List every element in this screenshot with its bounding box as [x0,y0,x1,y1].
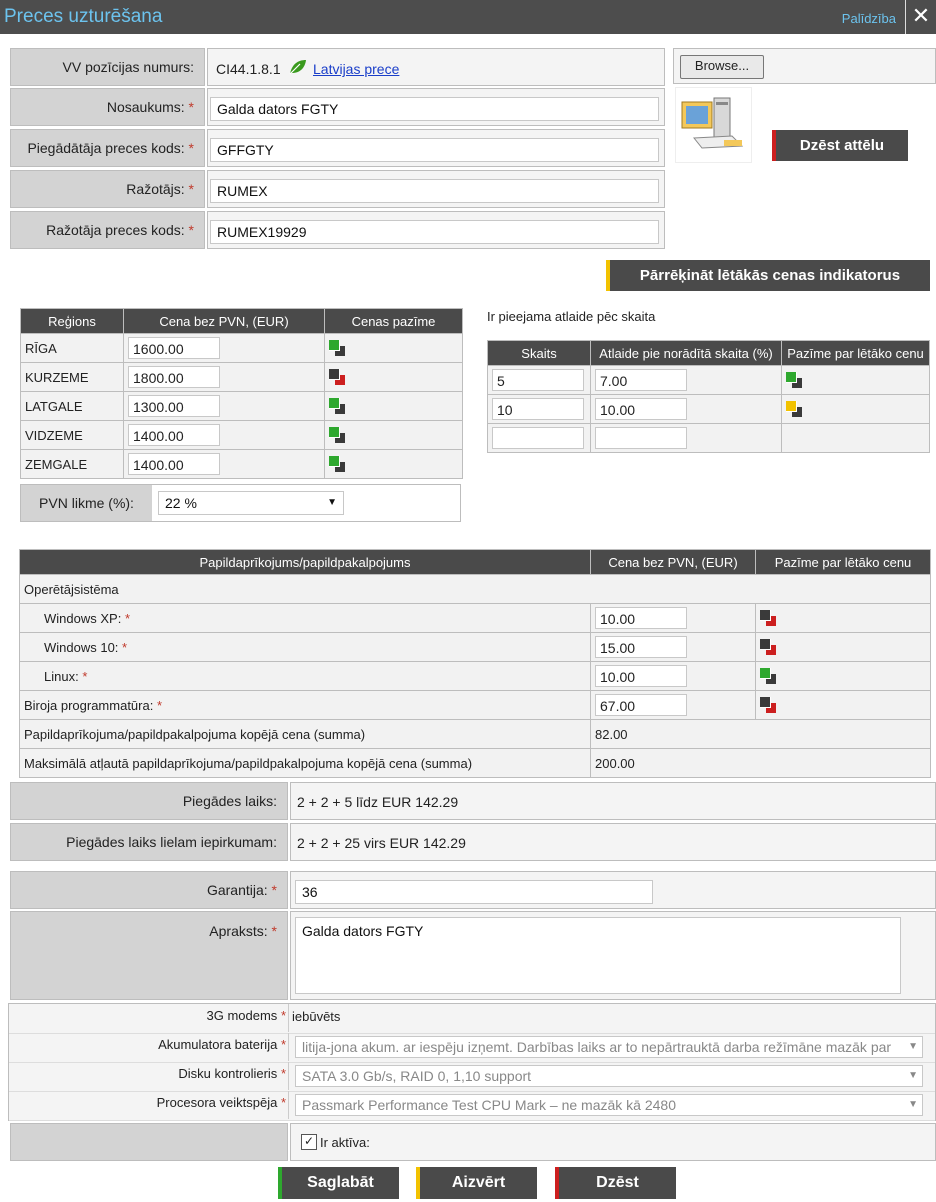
delete-image-button[interactable]: Dzēst attēlu [772,130,908,161]
accessory-total-value: 82.00 [591,720,931,749]
region-row [21,392,463,421]
spec-row [9,1091,935,1121]
discount-percent-input[interactable]: 10.00 [595,398,687,420]
vat-label: PVN likme (%): [21,485,152,521]
accessory-price-input[interactable]: 10.00 [595,665,687,687]
accessory-price-input[interactable]: 10.00 [595,607,687,629]
supplier-code-label: Piegādātāja preces kods: * [10,129,205,167]
description-cell [290,911,936,1000]
supplier-code-input[interactable]: GFFGTY [210,138,659,162]
accessory-group-row [20,575,931,604]
specs-panel [8,1003,936,1121]
vat-row [20,484,461,522]
window-title: Preces uzturēšana [4,6,163,27]
accessory-price-input[interactable]: 15.00 [595,636,687,658]
discount-row [488,395,930,424]
green-price-flag-icon [329,456,347,472]
spec-select[interactable]: litija-jona akum. ar iespēju izņemt. Darbības laiks ar to nepārtrauktā darba režīmāne mazāk par ▼ [295,1036,923,1058]
region-row [21,363,463,392]
delivery-label: Piegādes laiks: [10,782,288,820]
region-name: ZEMGALE [21,450,124,479]
office-price-input[interactable]: 67.00 [595,694,687,716]
region-row [21,450,463,479]
discount-qty-input[interactable] [492,427,584,449]
title-bar [0,0,936,34]
manufacturer-code-cell [207,211,665,249]
office-label: Biroja programmatūra: [24,697,154,713]
col-accessory-price: Cena bez PVN, (EUR) [591,550,756,575]
leaf-icon [288,58,308,76]
green-price-flag-icon [329,340,347,356]
accessory-max-value: 200.00 [591,749,931,778]
browse-button[interactable]: Browse... [680,55,764,79]
region-name: RĪGA [21,334,124,363]
name-label: Nosaukums: * [10,88,205,126]
col-discount-flag: Pazīme par lētāko cenu [782,341,930,366]
manufacturer-cell [207,170,665,208]
warranty-label: Garantija: * [10,871,288,909]
discount-row [488,366,930,395]
spec-row [9,1004,935,1034]
accessory-total-row [20,720,931,749]
col-price-flag: Cenas pazīme [325,309,463,334]
col-discount: Atlaide pie norādītā skaita (%) [591,341,782,366]
region-name: LATGALE [21,392,124,421]
spec-label: Akumulatora baterija * [9,1033,289,1061]
region-row [21,421,463,450]
delete-button[interactable]: Dzēst [555,1167,676,1199]
col-accessory: Papildaprīkojums/papildpakalpojums [20,550,591,575]
accessory-name: Windows XP: [44,610,122,626]
image-upload-cell [673,48,936,84]
help-link[interactable]: Palīdzība [841,11,896,26]
green-price-flag-icon [329,427,347,443]
region-price-input[interactable]: 1300.00 [128,395,220,417]
delivery-large-cell [290,823,936,861]
delivery-large-label: Piegādes laiks lielam iepirkumam: [10,823,288,861]
region-price-input[interactable]: 1800.00 [128,366,220,388]
red-price-flag-icon [760,639,778,655]
delivery-value: 2 + 2 + 5 līdz EUR 142.29 [297,794,459,810]
warranty-input[interactable]: 36 [295,880,653,904]
accessory-row: Windows 10: * 15.00 [20,633,931,662]
region-name: VIDZEME [21,421,124,450]
product-image [675,87,752,163]
chevron-down-icon: ▼ [908,1099,918,1110]
col-region: Reģions [21,309,124,334]
save-button[interactable]: Saglabāt [278,1167,399,1199]
accessory-row: Windows XP: * 10.00 [20,604,931,633]
active-checkbox[interactable]: ✓ [301,1134,317,1150]
supplier-code-cell [207,129,665,167]
chevron-down-icon: ▼ [908,1041,918,1052]
close-button[interactable]: Aizvērt [416,1167,537,1199]
description-label: Apraksts: * [10,911,288,1000]
yellow-price-flag-icon [786,401,804,417]
name-input[interactable]: Galda dators FGTY [210,97,659,121]
active-label-cell [10,1123,288,1161]
vv-label: VV pozīcijas numurs: [10,48,205,86]
recalc-indicators-button[interactable]: Pārrēķināt lētākās cenas indikatorus [606,260,930,291]
region-price-table [20,308,463,479]
manufacturer-input[interactable]: RUMEX [210,179,659,203]
discount-qty-input[interactable]: 10 [492,398,584,420]
region-price-input[interactable]: 1400.00 [128,453,220,475]
manufacturer-label: Ražotājs: * [10,170,205,208]
discount-percent-input[interactable] [595,427,687,449]
col-price: Cena bez PVN, (EUR) [124,309,325,334]
spec-label: Procesora veiktspēja * [9,1091,289,1119]
accessory-total-label: Papildaprīkojuma/papildpakalpojuma kopējā cena (summa) [20,720,591,749]
red-price-flag-icon [760,610,778,626]
accessory-max-label: Maksimālā atļautā papildaprīkojuma/papildpakalpojuma kopējā cena (summa) [20,749,591,778]
col-qty: Skaits [488,341,591,366]
accessory-max-row [20,749,931,778]
name-cell [207,88,665,126]
red-price-flag-icon [760,697,778,713]
discount-row [488,424,930,453]
green-price-flag-icon [760,668,778,684]
accessories-table [19,549,931,778]
chevron-down-icon: ▼ [327,497,337,508]
spec-label: 3G modems * [9,1004,289,1032]
accessory-name: Linux: [44,668,79,684]
delivery-cell [290,782,936,820]
vv-number: CI44.1.8.1 [216,61,281,77]
manufacturer-code-label: Ražotāja preces kods: * [10,211,205,249]
discount-qty-input[interactable]: 5 [492,369,584,391]
computer-icon [676,88,753,164]
active-label: Ir aktīva: [320,1135,370,1150]
spec-label: Disku kontrolieris * [9,1062,289,1090]
manufacturer-code-input[interactable]: RUMEX19929 [210,220,659,244]
delivery-large-value: 2 + 2 + 25 virs EUR 142.29 [297,835,466,851]
warranty-cell [290,871,936,909]
region-price-input[interactable]: 1600.00 [128,337,220,359]
green-price-flag-icon [329,398,347,414]
accessory-group-label: Operētājsistēma [20,575,931,604]
col-accessory-flag: Pazīme par lētāko cenu [756,550,931,575]
spec-select[interactable]: SATA 3.0 Gb/s, RAID 0, 1,10 support ▼ [295,1065,923,1087]
latvian-product-link[interactable]: Latvijas prece [313,61,400,77]
spec-value: iebūvēts [292,1009,341,1024]
vat-select[interactable]: 22 % ▼ [158,491,344,515]
chevron-down-icon: ▼ [908,1070,918,1081]
spec-select[interactable]: Passmark Performance Test CPU Mark – ne mazāk kā 2480 ▼ [295,1094,923,1116]
office-row: Biroja programmatūra: * 67.00 [20,691,931,720]
accessory-name: Windows 10: [44,639,119,655]
region-price-input[interactable]: 1400.00 [128,424,220,446]
discount-title: Ir pieejama atlaide pēc skaita [487,309,656,324]
region-row [21,334,463,363]
vv-value-cell [207,48,665,86]
discount-percent-input[interactable]: 7.00 [595,369,687,391]
discount-table [487,340,930,453]
close-icon[interactable]: ✕ [905,0,936,34]
green-price-flag-icon [786,372,804,388]
active-cell [290,1123,936,1161]
accessory-row: Linux: * 10.00 [20,662,931,691]
region-name: KURZEME [21,363,124,392]
red-price-flag-icon [329,369,347,385]
spec-row [9,1062,935,1092]
spec-row [9,1033,935,1063]
description-textarea[interactable]: Galda dators FGTY [295,917,901,994]
